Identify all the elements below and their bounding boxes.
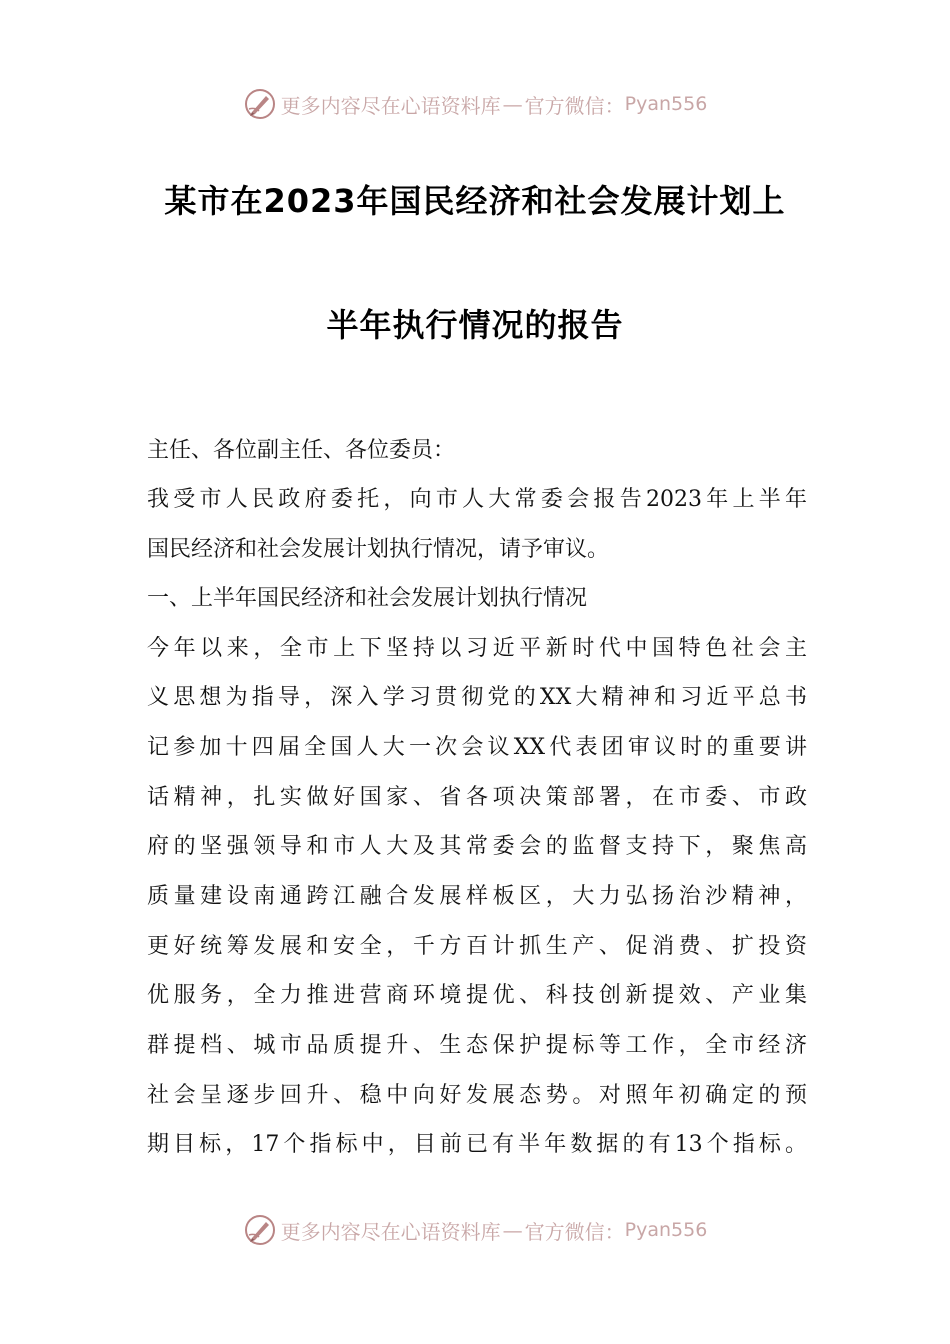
watermark-account: Pyan556: [624, 93, 708, 115]
body-line: 质量建设南通跨江融合发展样板区，大力弘扬治沙精神，: [147, 884, 807, 909]
body-line: 我受市人民政府委托，向市人大常委会报告2023年上半年: [147, 487, 807, 512]
watermark-text: 更多内容尽在心语资料库: [280, 93, 501, 118]
body-line: 今年以来，全市上下坚持以习近平新时代中国特色社会主: [147, 636, 807, 661]
section-heading: 一、上半年国民经济和社会发展计划执行情况: [147, 586, 588, 611]
pen-logo-icon: [243, 1213, 277, 1247]
watermark-label: 官方微信：: [524, 93, 625, 118]
body-line: 更好统筹发展和安全，千方百计抓生产、促消费、扩投资: [147, 934, 807, 959]
document-title-line-2: 半年执行情况的报告: [326, 306, 624, 344]
watermark-account: Pyan556: [624, 1219, 708, 1241]
body-line: 府的坚强领导和市人大及其常委会的监督支持下，聚焦高: [147, 834, 807, 859]
document-title-line-1: 某市在2023年国民经济和社会发展计划上: [164, 182, 786, 220]
body-line: 群提档、城市品质提升、生态保护提标等工作，全市经济: [147, 1033, 807, 1058]
body-line: 国民经济和社会发展计划执行情况，请予审议。: [147, 537, 610, 562]
body-line: 义思想为指导，深入学习贯彻党的XX大精神和习近平总书: [147, 685, 807, 710]
watermark-footer: [0, 1210, 950, 1250]
body-line: 话精神，扎实做好国家、省各项决策部署，在市委、市政: [147, 785, 807, 810]
body-line: 优服务，全力推进营商环境提优、科技创新提效、产业集: [147, 983, 807, 1008]
watermark-header: [0, 84, 950, 124]
body-line: 主任、各位副主任、各位委员：: [147, 438, 456, 463]
watermark-separator: —: [502, 1218, 523, 1242]
watermark-text: 更多内容尽在心语资料库: [280, 1219, 501, 1244]
body-line: 期目标，17个指标中，目前已有半年数据的有13个指标。: [147, 1132, 807, 1157]
watermark-separator: —: [502, 92, 523, 116]
watermark-label: 官方微信：: [524, 1219, 625, 1244]
body-line: 社会呈逐步回升、稳中向好发展态势。对照年初确定的预: [147, 1083, 807, 1108]
pen-logo-icon: [243, 87, 277, 121]
body-line: 记参加十四届全国人大一次会议XX代表团审议时的重要讲: [147, 735, 807, 760]
